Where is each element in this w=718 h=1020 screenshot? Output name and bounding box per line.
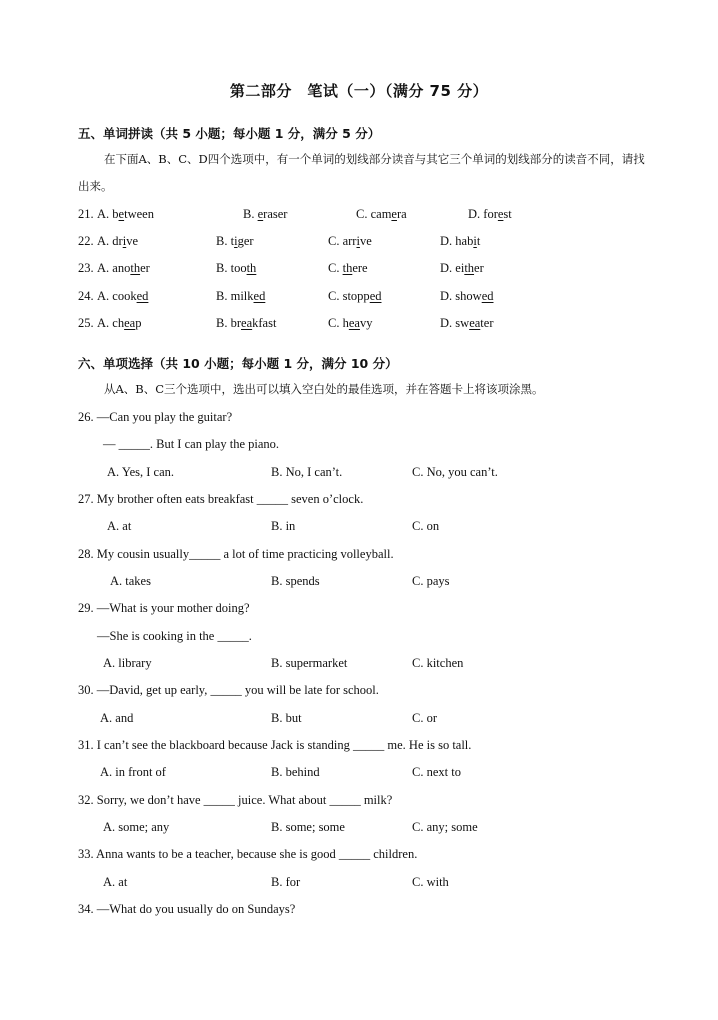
word-prefix: for xyxy=(483,207,498,221)
section-5-instruction: 在下面A、B、C、D四个选项中，有一个单词的划线部分读音与其它三个单词的划线部分的读音不同，请找出来。 xyxy=(78,152,645,193)
question-24-option-b xyxy=(216,289,265,304)
word-suffix: tween xyxy=(124,207,154,221)
option-letter: A. xyxy=(97,261,110,275)
word-suffix: kfast xyxy=(252,316,277,330)
word-suffix: er xyxy=(474,261,484,275)
question-22-option-d xyxy=(440,234,480,249)
word-prefix: cook xyxy=(112,289,137,303)
option-letter: A. xyxy=(97,316,110,330)
word-prefix: sw xyxy=(455,316,470,330)
word-suffix: er xyxy=(140,261,150,275)
section-5-heading: 五、单词拼读（共 5 小题；每小题 1 分，满分 5 分） xyxy=(78,126,381,141)
question-32-option-c: C. any; some xyxy=(412,820,478,834)
question-23-option-a xyxy=(97,261,150,276)
option-letter: D. xyxy=(440,316,453,330)
question-30-stem: 30. —David, get up early, _____ you will be late for school. xyxy=(78,683,379,697)
underlined-letters: e xyxy=(257,207,264,221)
option-letter: C. xyxy=(328,316,340,330)
question-25-option-b xyxy=(216,316,276,331)
question-26-option-c: C. No, you can’t. xyxy=(412,465,498,479)
word-prefix: b xyxy=(112,207,119,221)
word-suffix: ra xyxy=(396,207,407,221)
option-letter: A. xyxy=(97,207,110,221)
word-prefix: ch xyxy=(112,316,125,330)
option-letter: C. xyxy=(328,289,340,303)
question-27-option-c: C. on xyxy=(412,519,440,533)
question-28-option-b: B. spends xyxy=(271,574,320,588)
question-24-option-a xyxy=(97,289,148,304)
question-32-option-b: B. some; some xyxy=(271,820,345,834)
word-suffix: ve xyxy=(126,234,138,248)
question-33-option-a: A. at xyxy=(103,875,128,889)
question-30-option-c: C. or xyxy=(412,711,437,725)
question-26-option-a: A. Yes, I can. xyxy=(107,465,175,479)
word-prefix: ei xyxy=(455,261,465,275)
question-21-option-d xyxy=(468,207,512,222)
option-letter: D. xyxy=(440,234,453,248)
word-suffix: vy xyxy=(359,316,373,330)
word-prefix: stopp xyxy=(342,289,370,303)
page-title: 第二部分 笔试（一）（满分 75 分） xyxy=(229,82,489,100)
question-24-option-d xyxy=(440,289,494,304)
question-33-option-b: B. for xyxy=(271,875,301,889)
word-suffix: p xyxy=(135,316,142,330)
word-prefix: br xyxy=(230,316,242,330)
word-prefix: arr xyxy=(342,234,357,248)
question-22-number: 22. xyxy=(78,234,94,248)
underlined-letters: th xyxy=(464,261,475,275)
question-28-stem: 28. My cousin usually_____ a lot of time practicing volleyball. xyxy=(78,547,394,561)
question-23-option-b xyxy=(216,261,256,276)
word-prefix: dr xyxy=(112,234,123,248)
question-33-stem: 33. Anna wants to be a teacher, because she is good _____ children. xyxy=(78,847,418,861)
word-prefix: hab xyxy=(455,234,474,248)
option-letter: C. xyxy=(356,207,368,221)
option-letter: C. xyxy=(328,261,340,275)
underlined-letters: ed xyxy=(369,289,382,303)
question-26-response: — _____. But I can play the piano. xyxy=(103,437,280,451)
question-28-option-a: A. takes xyxy=(110,574,151,588)
option-letter: D. xyxy=(440,289,453,303)
question-21-number: 21. xyxy=(78,207,94,221)
question-23-option-c xyxy=(328,261,368,276)
option-letter: B. xyxy=(243,207,255,221)
question-24-option-c xyxy=(328,289,382,304)
underlined-letters: ea xyxy=(348,316,360,330)
option-letter: B. xyxy=(216,261,228,275)
word-suffix: t xyxy=(476,234,481,248)
word-prefix: show xyxy=(455,289,482,303)
question-30-option-a: A. and xyxy=(100,711,134,725)
underlined-letters: ed xyxy=(481,289,494,303)
word-suffix: ger xyxy=(237,234,254,248)
underlined-letters: i xyxy=(234,234,238,248)
question-27-option-a: A. at xyxy=(107,519,132,533)
underlined-letters: th xyxy=(246,261,257,275)
question-21-option-b xyxy=(243,207,287,222)
question-29-option-c: C. kitchen xyxy=(412,656,464,670)
underlined-letters: i xyxy=(122,234,127,248)
question-27-stem: 27. My brother often eats breakfast _____ seven o’clock. xyxy=(78,492,364,506)
underlined-letters: e xyxy=(497,207,504,221)
question-25-option-a xyxy=(97,316,141,331)
word-suffix: ter xyxy=(480,316,494,330)
question-31-stem: 31. I can’t see the blackboard because Jack is standing _____ me. He is so tall. xyxy=(78,738,472,752)
question-31-option-c: C. next to xyxy=(412,765,461,779)
question-22-option-b xyxy=(216,234,254,249)
question-29-response: —She is cooking in the _____. xyxy=(97,629,252,643)
word-prefix: ano xyxy=(112,261,131,275)
question-23-number: 23. xyxy=(78,261,94,275)
question-25-option-c xyxy=(328,316,372,331)
question-33-option-c: C. with xyxy=(412,875,449,889)
word-prefix: cam xyxy=(370,207,392,221)
underlined-letters: e xyxy=(391,207,397,221)
question-25-number: 25. xyxy=(78,316,94,330)
question-29-stem: 29. —What is your mother doing? xyxy=(78,601,250,615)
question-25-option-d xyxy=(440,316,493,331)
underlined-letters: ed xyxy=(136,289,149,303)
question-32-stem: 32. Sorry, we don’t have _____ juice. What about _____ milk? xyxy=(78,793,393,807)
underlined-letters: ea xyxy=(241,316,253,330)
question-24-number: 24. xyxy=(78,289,94,303)
word-suffix: ve xyxy=(359,234,372,248)
option-letter: B. xyxy=(216,289,228,303)
word-prefix: t xyxy=(230,234,235,248)
question-29-option-a: A. library xyxy=(103,656,152,670)
question-26-option-b: B. No, I can’t. xyxy=(271,465,343,479)
question-28-option-c: C. pays xyxy=(412,574,450,588)
word-prefix: h xyxy=(342,316,349,330)
option-letter: A. xyxy=(97,234,110,248)
word-suffix: st xyxy=(503,207,512,221)
question-27-option-b: B. in xyxy=(271,519,296,533)
underlined-letters: th xyxy=(130,261,141,275)
question-34-stem: 34. —What do you usually do on Sundays? xyxy=(78,902,296,916)
option-letter: D. xyxy=(440,261,453,275)
underlined-letters: ea xyxy=(469,316,481,330)
question-22-option-a xyxy=(97,234,138,249)
section-6-instruction: 从A、B、C三个选项中，选出可以填入空白处的最佳选项，并在答题卡上将该项涂黑。 xyxy=(104,382,544,396)
question-23-option-d xyxy=(440,261,484,276)
question-26-stem: 26. —Can you play the guitar? xyxy=(78,410,233,424)
section-6-heading: 六、单项选择（共 10 小题；每小题 1 分，满分 10 分） xyxy=(78,356,398,371)
question-32-option-a: A. some; any xyxy=(103,820,170,834)
word-prefix: too xyxy=(230,261,247,275)
question-21-option-a xyxy=(97,207,154,222)
option-letter: B. xyxy=(216,316,228,330)
word-suffix: raser xyxy=(263,207,288,221)
word-prefix: milk xyxy=(230,289,254,303)
option-letter: D. xyxy=(468,207,481,221)
underlined-letters: i xyxy=(356,234,360,248)
underlined-letters: th xyxy=(342,261,353,275)
underlined-letters: e xyxy=(118,207,125,221)
question-31-option-a: A. in front of xyxy=(100,765,166,779)
question-29-option-b: B. supermarket xyxy=(271,656,348,670)
word-suffix: ere xyxy=(352,261,368,275)
question-30-option-b: B. but xyxy=(271,711,302,725)
question-21-option-c xyxy=(356,207,407,222)
underlined-letters: i xyxy=(473,234,477,248)
underlined-letters: ed xyxy=(253,289,266,303)
option-letter: B. xyxy=(216,234,228,248)
question-22-option-c xyxy=(328,234,372,249)
underlined-letters: ea xyxy=(124,316,136,330)
question-31-option-b: B. behind xyxy=(271,765,320,779)
option-letter: C. xyxy=(328,234,340,248)
option-letter: A. xyxy=(97,289,110,303)
